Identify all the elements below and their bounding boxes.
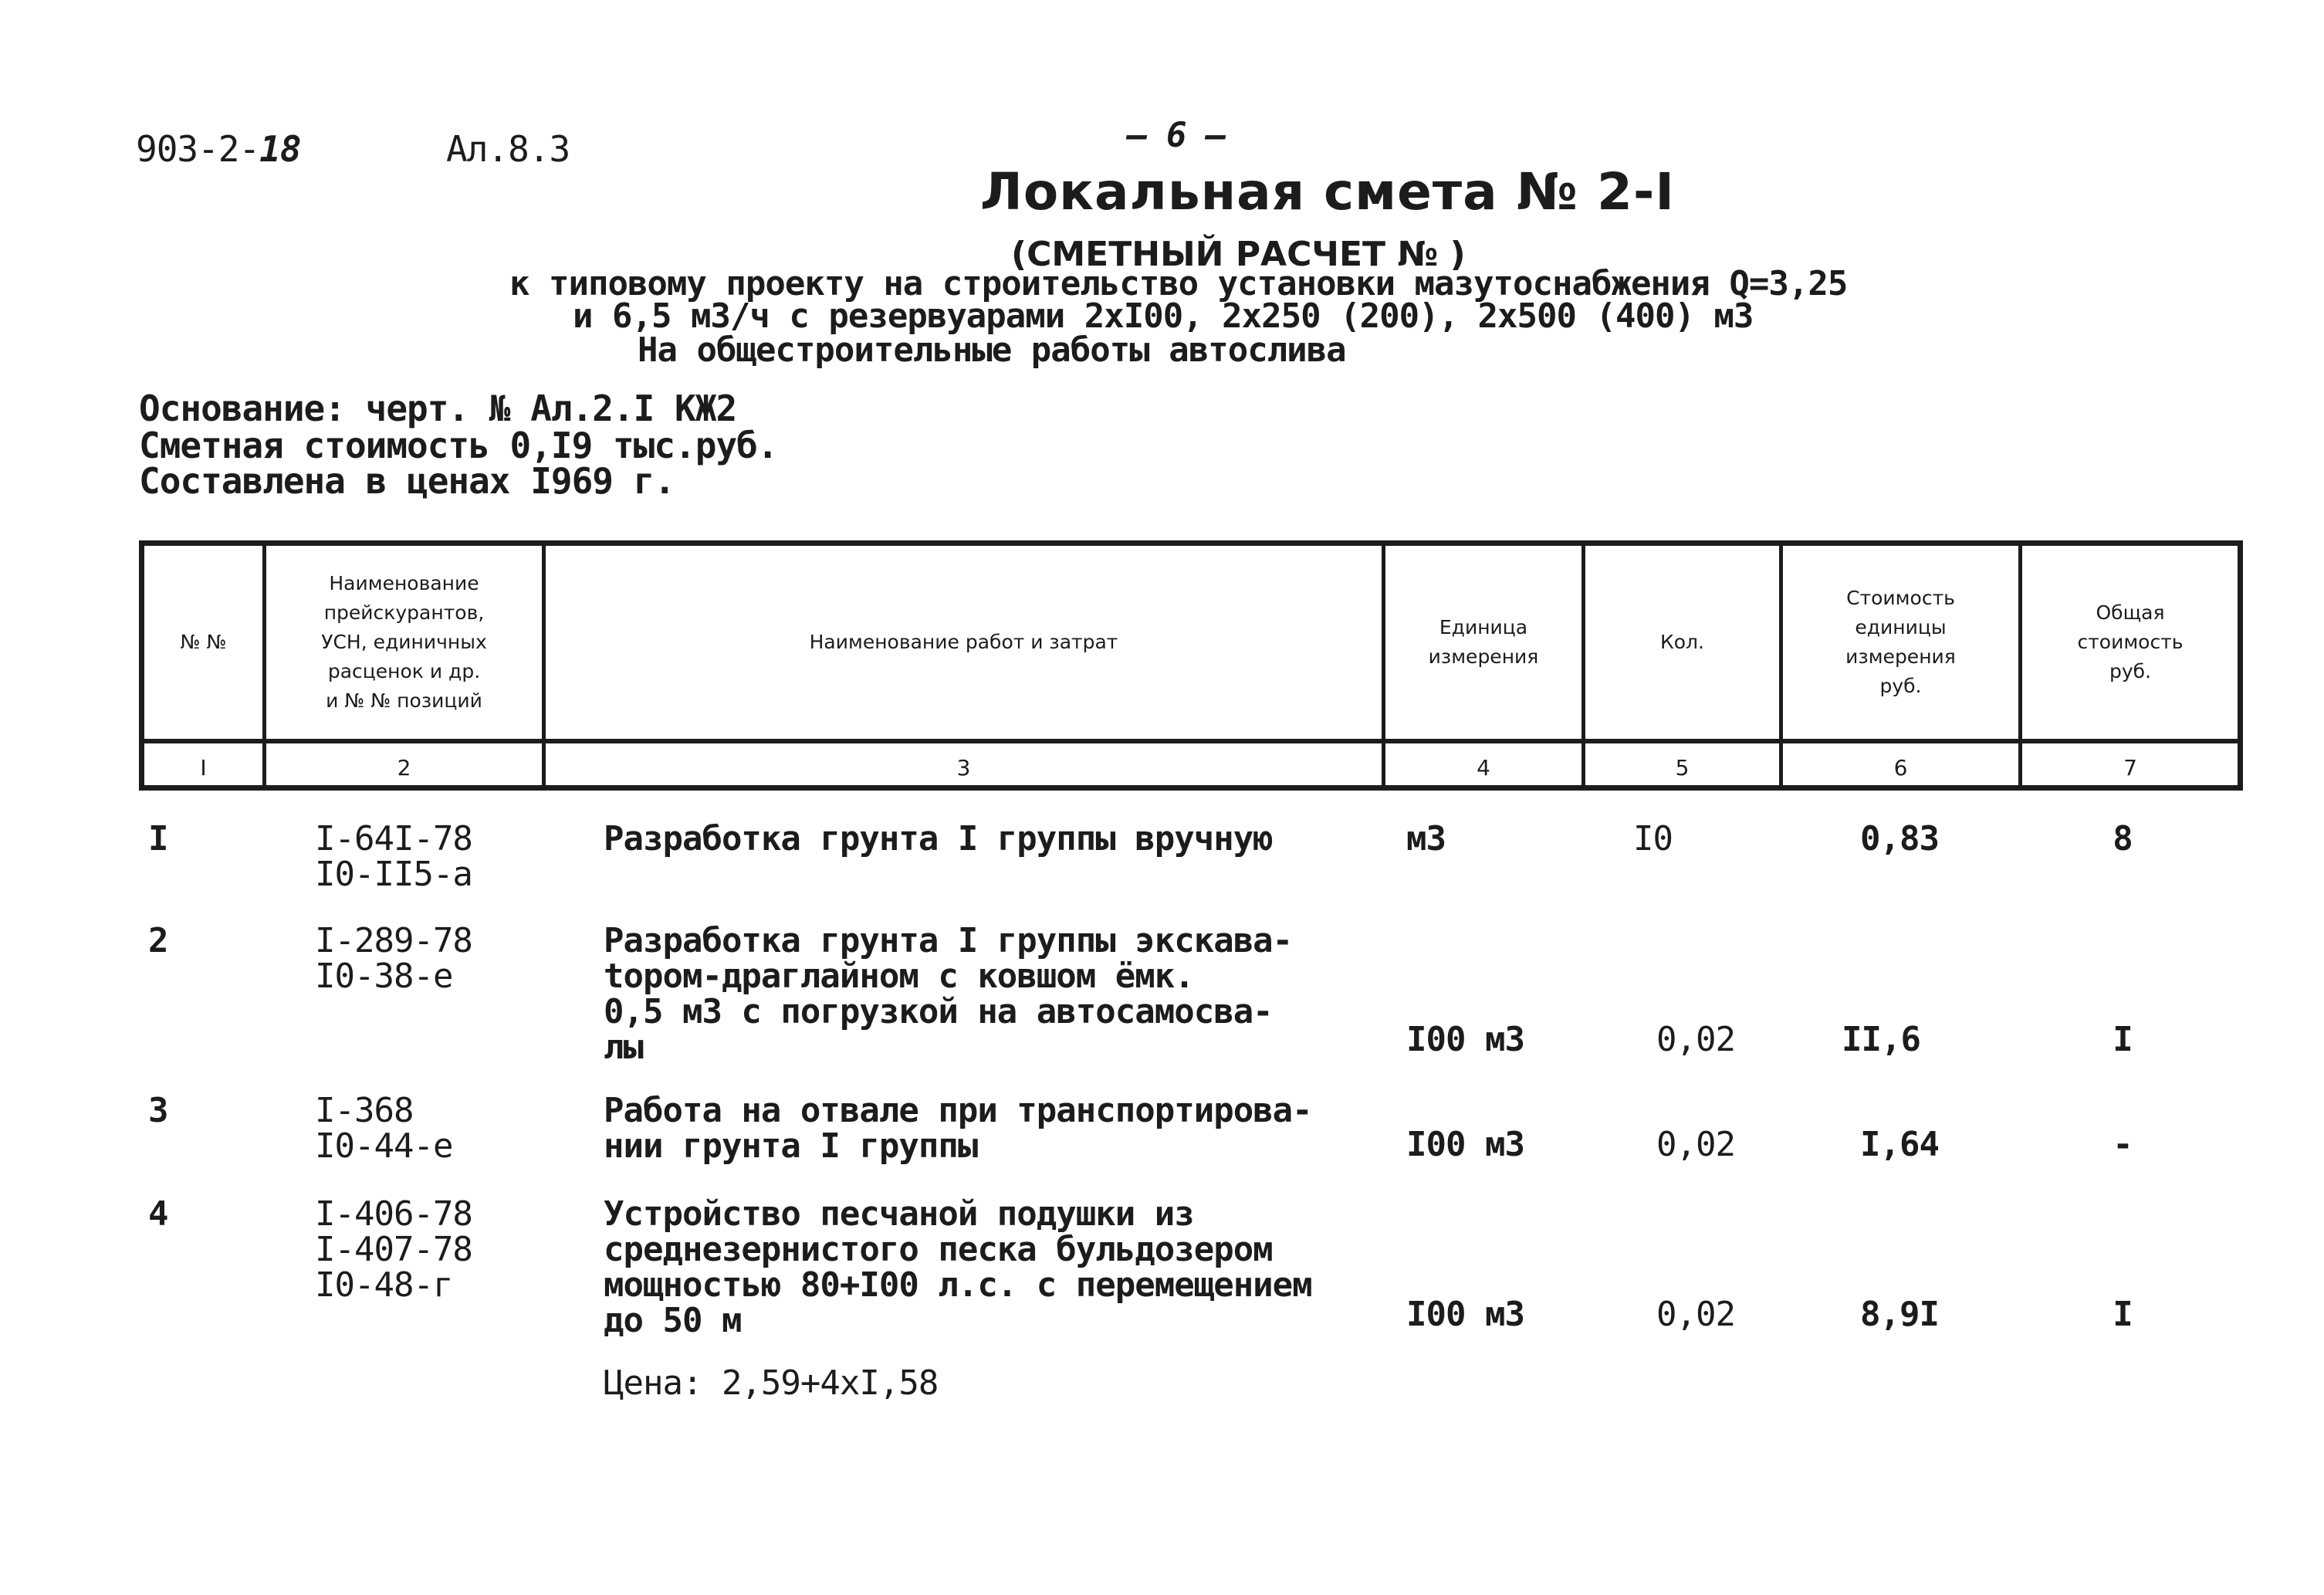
column-header-number: № № (180, 631, 227, 653)
column-number: 2 (397, 754, 411, 781)
subtitle-line-3: На общестроительные работы автослива (638, 330, 1346, 370)
column-header-qty: Кол. (1660, 631, 1704, 653)
row-number: 4 (148, 1194, 168, 1234)
column-number: 4 (1477, 754, 1490, 781)
document-code-suffix: 18 (259, 128, 301, 170)
row-work: Устройство песчаной подушки из среднезернистого песка бульдозером мощностью 80+I00 л.с. с перемещением до 50 м (604, 1194, 1312, 1340)
page-number: — 6 — (1127, 116, 1226, 155)
row-unit-price: II,6 (1842, 1020, 1920, 1059)
row-total: I (2113, 1295, 2133, 1334)
row-code: I-289-78 I0-38-е (315, 921, 472, 996)
row-unit: I00 м3 (1406, 1125, 1524, 1164)
row-unit: м3 (1406, 819, 1446, 858)
row-number: 2 (148, 921, 168, 960)
row-unit-price: I,64 (1860, 1125, 1939, 1164)
column-header-unit-price: Стоимость единицы измерения руб. (1845, 587, 1956, 697)
subtitle-line-2: и 6,5 м3/ч с резервуарами 2хI00, 2х250 (200), 2х500 (400) м3 (573, 296, 1754, 336)
document-code (136, 128, 301, 170)
row-unit-price: 8,9I (1860, 1295, 1939, 1334)
price-year: Составлена в ценах I969 г. (139, 460, 675, 502)
calculation-title: (СМЕТНЫЙ РАСЧЕТ № ) (1011, 235, 1466, 274)
row-work: Разработка грунта I группы экскава- tором-драглайном с ковшом ёмк. 0,5 м3 с погрузкой на автосамосва- лы (604, 921, 1293, 1067)
table-header (139, 540, 2243, 791)
estimated-cost: Сметная стоимость 0,I9 тыс.руб. (139, 425, 778, 466)
document-code-prefix: 903-2- (136, 128, 260, 170)
row-total: 8 (2113, 819, 2133, 858)
column-number: I (200, 754, 207, 781)
row-qty: 0,02 (1656, 1020, 1735, 1059)
row-number: 3 (148, 1091, 168, 1130)
basis-drawing: Основание: черт. № Ал.2.I КЖ2 (139, 388, 737, 429)
row-total: I (2113, 1020, 2133, 1059)
row-code: I-406-78 I-407-78 I0-48-г (315, 1194, 472, 1305)
row-work: Работа на отвале при транспортирова- нии грунта I группы (604, 1091, 1312, 1166)
row-unit-price: 0,83 (1860, 819, 1939, 858)
row-number: I (148, 819, 168, 858)
album-reference: Ал.8.3 (446, 128, 570, 170)
row-qty: 0,02 (1656, 1125, 1735, 1164)
column-header-total: Общая стоимость руб. (2077, 601, 2184, 682)
row-code: I-368 I0-44-е (315, 1091, 453, 1166)
row-qty: I0 (1633, 819, 1673, 858)
row-unit: I00 м3 (1406, 1020, 1524, 1059)
price-note: Цена: 2,59+4хI,58 (604, 1363, 939, 1403)
row-unit: I00 м3 (1406, 1295, 1524, 1334)
subtitle-line-1: к типовому проекту на строительство установки мазутоснабжения Q=3,25 (509, 264, 1848, 303)
column-number: 3 (956, 754, 971, 781)
row-code: I-64I-78 I0-II5-а (315, 819, 472, 894)
column-number: 6 (1893, 754, 1908, 781)
column-number: 5 (1675, 754, 1690, 781)
column-header-unit: Единица измерения (1428, 616, 1539, 668)
estimate-title: Локальная смета № 2-I (980, 162, 1675, 222)
row-total: - (2113, 1125, 2133, 1164)
column-header-work: Наименование работ и затрат (809, 631, 1118, 653)
column-number: 7 (2123, 754, 2137, 781)
row-work: Разработка грунта I группы вручную (604, 819, 1273, 858)
column-header-code: Наименование прейскурантов, УСН, единичных расценок и др. и № № позиций (321, 572, 487, 712)
row-qty: 0,02 (1656, 1295, 1735, 1334)
